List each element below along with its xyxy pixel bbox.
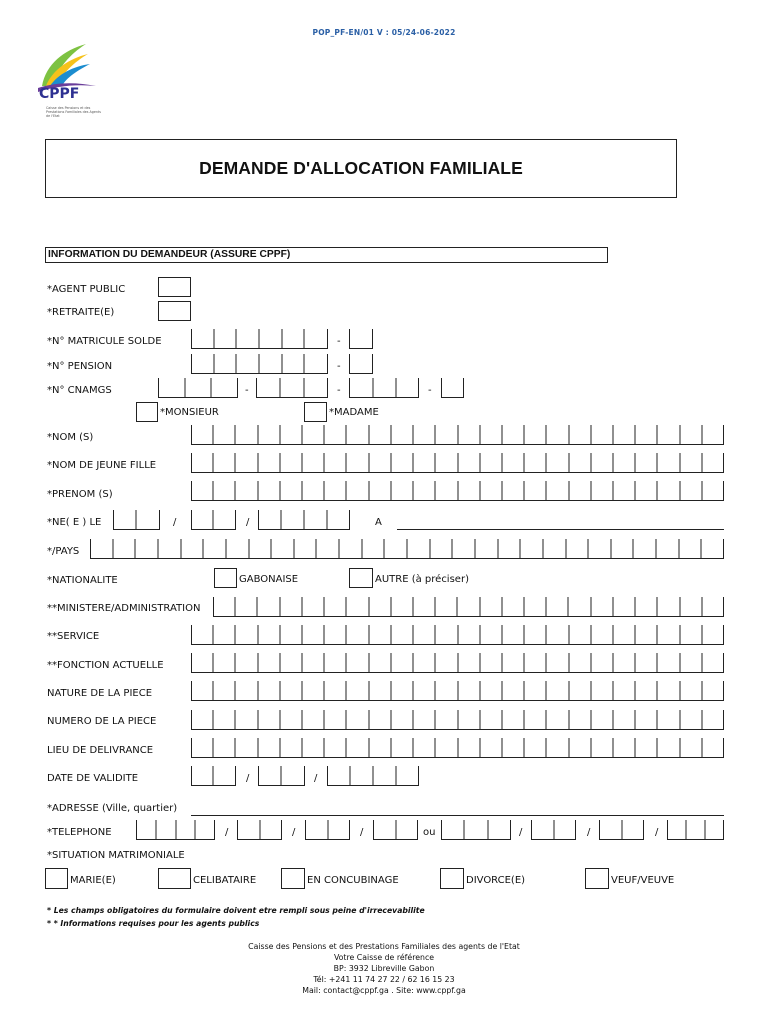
validity-year-input[interactable]: [327, 766, 419, 786]
slash-sep: /: [292, 827, 296, 838]
phone-group-1-input-cells: [136, 820, 215, 840]
cppf-logo: [36, 42, 106, 120]
concubinage-checkbox[interactable]: [281, 868, 305, 889]
madame-checkbox[interactable]: [304, 402, 327, 422]
service-input-cells: [191, 625, 724, 645]
numero-piece-input[interactable]: [191, 710, 724, 730]
a-label: A: [375, 517, 382, 528]
prenom-label: *PRENOM (S): [47, 489, 113, 500]
situation-label: *SITUATION MATRIMONIALE: [47, 850, 185, 861]
cnamgs-part3-input[interactable]: [349, 378, 419, 398]
slash-sep: /: [246, 773, 250, 784]
validity-year-cells: [327, 766, 419, 786]
phone-group-8-input-cells: [667, 820, 724, 840]
slash-sep: /: [360, 827, 364, 838]
cnamgs-key-input[interactable]: [441, 378, 464, 398]
slash-sep: /: [246, 517, 250, 528]
slash-sep: /: [225, 827, 229, 838]
dash-sep: -: [337, 361, 341, 372]
phone-group-3-input-cells: [305, 820, 350, 840]
veuf-checkbox[interactable]: [585, 868, 609, 889]
lieu-delivrance-input[interactable]: [191, 738, 724, 758]
nom-jeune-fille-label: *NOM DE JEUNE FILLE: [47, 460, 157, 471]
fonction-label: **FONCTION ACTUELLE: [47, 660, 164, 671]
retraite-checkbox[interactable]: [158, 301, 191, 321]
dash-sep: -: [245, 385, 249, 396]
logo-subtitle: Caisse des Pensions et des Prestations Familiales des Agents de l'Etat: [46, 106, 102, 118]
birth-day-input[interactable]: [113, 510, 160, 530]
validity-day-input[interactable]: [191, 766, 236, 786]
marie-label: MARIE(E): [70, 875, 116, 886]
numero-piece-label: NUMERO DE LA PIECE: [47, 716, 157, 727]
birth-day-cells: [113, 510, 160, 530]
service-input[interactable]: [191, 625, 724, 645]
validity-month-cells: [258, 766, 305, 786]
phone-group-6-input[interactable]: [531, 820, 576, 840]
autre-label: AUTRE (à préciser): [375, 574, 469, 585]
nom-jeune-fille-input[interactable]: [191, 453, 724, 473]
section-title: INFORMATION DU DEMANDEUR (ASSURE CPPF): [45, 247, 608, 263]
adresse-label: *ADRESSE (Ville, quartier): [47, 803, 178, 814]
phone-group-1-input[interactable]: [136, 820, 215, 840]
birth-place-input[interactable]: [397, 510, 724, 530]
celibataire-label: CELIBATAIRE: [193, 875, 257, 886]
ou-label: ou: [423, 827, 436, 838]
footer-line-3: BP: 3932 Libreville Gabon: [333, 964, 435, 973]
divorce-label: DIVORCE(E): [466, 875, 526, 886]
footer-line-2: Votre Caisse de référence: [333, 953, 435, 962]
matricule-label: *N° MATRICULE SOLDE: [47, 336, 162, 347]
gabonaise-label: GABONAISE: [239, 574, 299, 585]
form-reference: POP_PF-EN/01 V : 05/24-06-2022: [312, 28, 456, 37]
ministere-label: **MINISTERE/ADMINISTRATION: [47, 603, 201, 614]
veuf-label: VEUF/VEUVE: [611, 875, 675, 886]
footer-line-5: Mail: contact@cppf.ga . Site: www.cppf.ga: [302, 986, 466, 995]
fonction-input-cells: [191, 653, 724, 673]
agent-public-checkbox[interactable]: [158, 277, 191, 297]
phone-group-5-input[interactable]: [441, 820, 511, 840]
phone-group-7-input-cells: [599, 820, 644, 840]
pension-cells: [191, 354, 328, 374]
note-public-agents: * * Informations requises pour les agents publics: [47, 919, 260, 928]
retraite-label: *RETRAITE(E): [47, 307, 115, 318]
phone-group-8-input[interactable]: [667, 820, 724, 840]
nom-label: *NOM (S): [47, 432, 94, 443]
divorce-checkbox[interactable]: [440, 868, 464, 889]
birth-year-input[interactable]: [258, 510, 350, 530]
phone-group-3-input[interactable]: [305, 820, 350, 840]
phone-group-4-input[interactable]: [373, 820, 418, 840]
lieu-delivrance-input-cells: [191, 738, 724, 758]
cnamgs-part1-cells: [158, 378, 238, 398]
gabonaise-checkbox[interactable]: [214, 568, 237, 588]
footer-line-1: Caisse des Pensions et des Prestations Familiales des agents de l'Etat: [248, 942, 520, 951]
marie-checkbox[interactable]: [45, 868, 68, 889]
prenom-input-cells: [191, 481, 724, 501]
telephone-label: *TELEPHONE: [47, 827, 112, 838]
phone-group-7-input[interactable]: [599, 820, 644, 840]
agent-public-label: *AGENT PUBLIC: [47, 284, 126, 295]
cnamgs-part2-input[interactable]: [256, 378, 328, 398]
form-title-box: [45, 139, 677, 198]
pays-input-cells: [90, 539, 724, 559]
birth-year-cells: [258, 510, 350, 530]
numero-piece-input-cells: [191, 710, 724, 730]
nature-piece-input[interactable]: [191, 681, 724, 701]
dash-sep: -: [428, 385, 432, 396]
pays-label: */PAYS: [47, 546, 80, 557]
pension-key-input[interactable]: [349, 354, 373, 374]
leaf-icon: [36, 42, 106, 92]
monsieur-checkbox[interactable]: [136, 402, 158, 422]
pays-input[interactable]: [90, 539, 724, 559]
ne-le-label: *NE( E ) LE: [47, 517, 102, 528]
pension-label: *N° PENSION: [47, 361, 113, 372]
matricule-key-input[interactable]: [349, 329, 373, 349]
footer-line-4: Tél: +241 11 74 27 22 / 62 16 15 23: [313, 975, 455, 984]
page-title: DEMANDE D'ALLOCATION FAMILIALE: [199, 158, 523, 178]
nature-piece-input-cells: [191, 681, 724, 701]
phone-group-6-input-cells: [531, 820, 576, 840]
birth-month-input[interactable]: [191, 510, 236, 530]
service-label: **SERVICE: [47, 631, 100, 642]
nom-input[interactable]: [191, 425, 724, 445]
celibataire-checkbox[interactable]: [158, 868, 191, 889]
prenom-input[interactable]: [191, 481, 724, 501]
nature-piece-label: NATURE DE LA PIECE: [47, 688, 153, 699]
madame-label: *MADAME: [329, 407, 379, 418]
slash-sep: /: [173, 517, 177, 528]
note-mandatory: * Les champs obligatoires du formulaire doivent etre rempli sous peine d'irrecevabilite: [47, 906, 425, 915]
matricule-input[interactable]: [191, 329, 328, 349]
cnamgs-part3-cells: [349, 378, 419, 398]
slash-sep: /: [587, 827, 591, 838]
nom-jeune-fille-input-cells: [191, 453, 724, 473]
cnamgs-label: *N° CNAMGS: [47, 385, 112, 396]
concubinage-label: EN CONCUBINAGE: [307, 875, 399, 886]
phone-group-2-input[interactable]: [237, 820, 282, 840]
slash-sep: /: [655, 827, 659, 838]
phone-group-5-input-cells: [441, 820, 511, 840]
nationalite-label: *NATIONALITE: [47, 575, 118, 586]
pension-input[interactable]: [191, 354, 328, 374]
validity-day-cells: [191, 766, 236, 786]
cnamgs-part2-cells: [256, 378, 328, 398]
dash-sep: -: [337, 385, 341, 396]
date-validite-label: DATE DE VALIDITE: [47, 773, 139, 784]
monsieur-label: *MONSIEUR: [160, 407, 219, 418]
slash-sep: /: [519, 827, 523, 838]
cnamgs-part1-input[interactable]: [158, 378, 238, 398]
birth-month-cells: [191, 510, 236, 530]
autre-checkbox[interactable]: [349, 568, 373, 588]
logo-text: CPPF: [39, 86, 80, 102]
slash-sep: /: [314, 773, 318, 784]
matricule-cells: [191, 329, 328, 349]
lieu-delivrance-label: LIEU DE DELIVRANCE: [47, 745, 154, 756]
dash-sep: -: [337, 336, 341, 347]
ministere-input-cells: [213, 597, 724, 617]
adresse-input[interactable]: [191, 800, 724, 816]
ministere-input[interactable]: [213, 597, 724, 617]
phone-group-2-input-cells: [237, 820, 282, 840]
fonction-input[interactable]: [191, 653, 724, 673]
nom-input-cells: [191, 425, 724, 445]
validity-month-input[interactable]: [258, 766, 305, 786]
phone-group-4-input-cells: [373, 820, 418, 840]
